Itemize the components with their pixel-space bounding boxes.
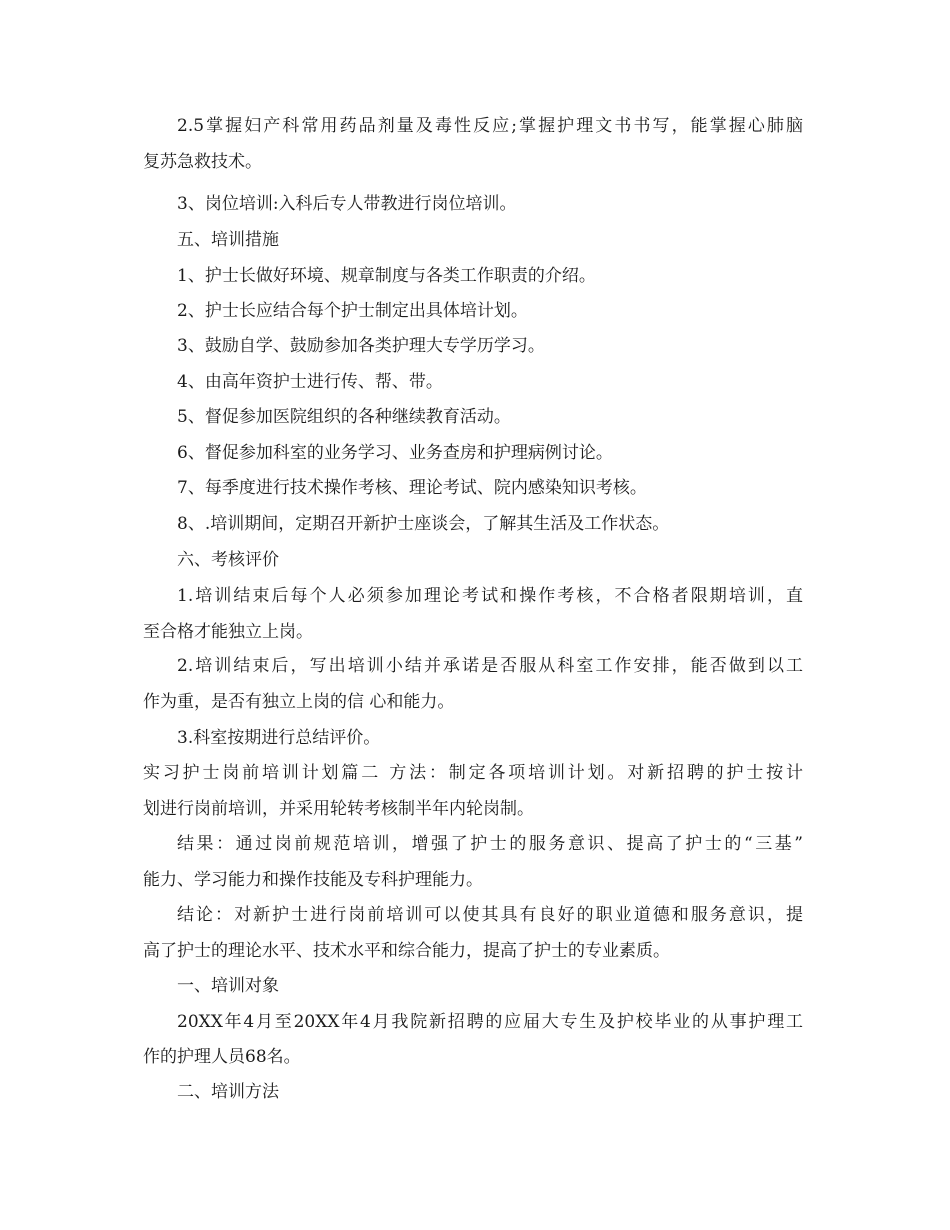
paragraph-line: 3.科室按期进行总结评价。: [177, 728, 381, 748]
paragraph-line: 作的护理人员68名。: [143, 1047, 301, 1067]
paragraph-line: 结果：通过岗前规范培训，增强了护士的服务意识、提高了护士的“三基”: [177, 834, 803, 854]
paragraph-line: 1.培训结束后每个人必须参加理论考试和操作考核，不合格者限期培训，直: [177, 586, 803, 606]
list-item: 3、鼓励自学、鼓励参加各类护理大专学历学习。: [177, 336, 545, 356]
list-item: 6、督促参加科室的业务学习、业务查房和护理病例讨论。: [177, 443, 613, 463]
list-item: 2、护士长应结合每个护士制定出具体培计划。: [177, 301, 528, 321]
section-heading: 二、培训方法: [177, 1082, 279, 1102]
paragraph-line: 至合格才能独立上岗。: [143, 622, 313, 642]
list-item: 8、.培训期间，定期召开新护士座谈会，了解其生活及工作状态。: [177, 514, 670, 534]
paragraph-line: 20XX年4月至20XX年4月我院新招聘的应届大专生及护校毕业的从事护理工: [177, 1012, 803, 1032]
section-heading: 一、培训对象: [177, 976, 279, 996]
paragraph-line: 能力、学习能力和操作技能及专科护理能力。: [143, 870, 483, 890]
paragraph-line: 复苏急救技术。: [143, 152, 262, 172]
paragraph-line: 结论：对新护士进行岗前培训可以使其具有良好的职业道德和服务意识，提: [177, 905, 803, 925]
section-heading: 五、培训措施: [177, 230, 279, 250]
paragraph-line: 3、岗位培训:入科后专人带教进行岗位培训。: [177, 194, 517, 214]
list-item: 4、由高年资护士进行传、帮、带。: [177, 372, 443, 392]
paragraph-line: 高了护士的理论水平、技术水平和综合能力，提高了护士的专业素质。: [143, 941, 670, 961]
section-heading: 六、考核评价: [177, 550, 279, 570]
paragraph-line: 2.培训结束后，写出培训小结并承诺是否服从科室工作安排，能否做到以工: [177, 656, 803, 676]
list-item: 5、督促参加医院组织的各种继续教育活动。: [177, 407, 511, 427]
list-item: 7、每季度进行技术操作考核、理论考试、院内感染知识考核。: [177, 478, 647, 498]
paragraph-line: 实习护士岗前培训计划篇二 方法：制定各项培训计划。对新招聘的护士按计: [143, 763, 803, 783]
paragraph-line: 划进行岗前培训，并采用轮转考核制半年内轮岗制。: [143, 799, 534, 819]
list-item: 1、护士长做好环境、规章制度与各类工作职责的介绍。: [177, 266, 596, 286]
paragraph-line: 作为重，是否有独立上岗的信 心和能力。: [143, 692, 455, 712]
paragraph-line: 2.5掌握妇产科常用药品剂量及毒性反应;掌握护理文书书写，能掌握心肺脑: [177, 116, 803, 136]
